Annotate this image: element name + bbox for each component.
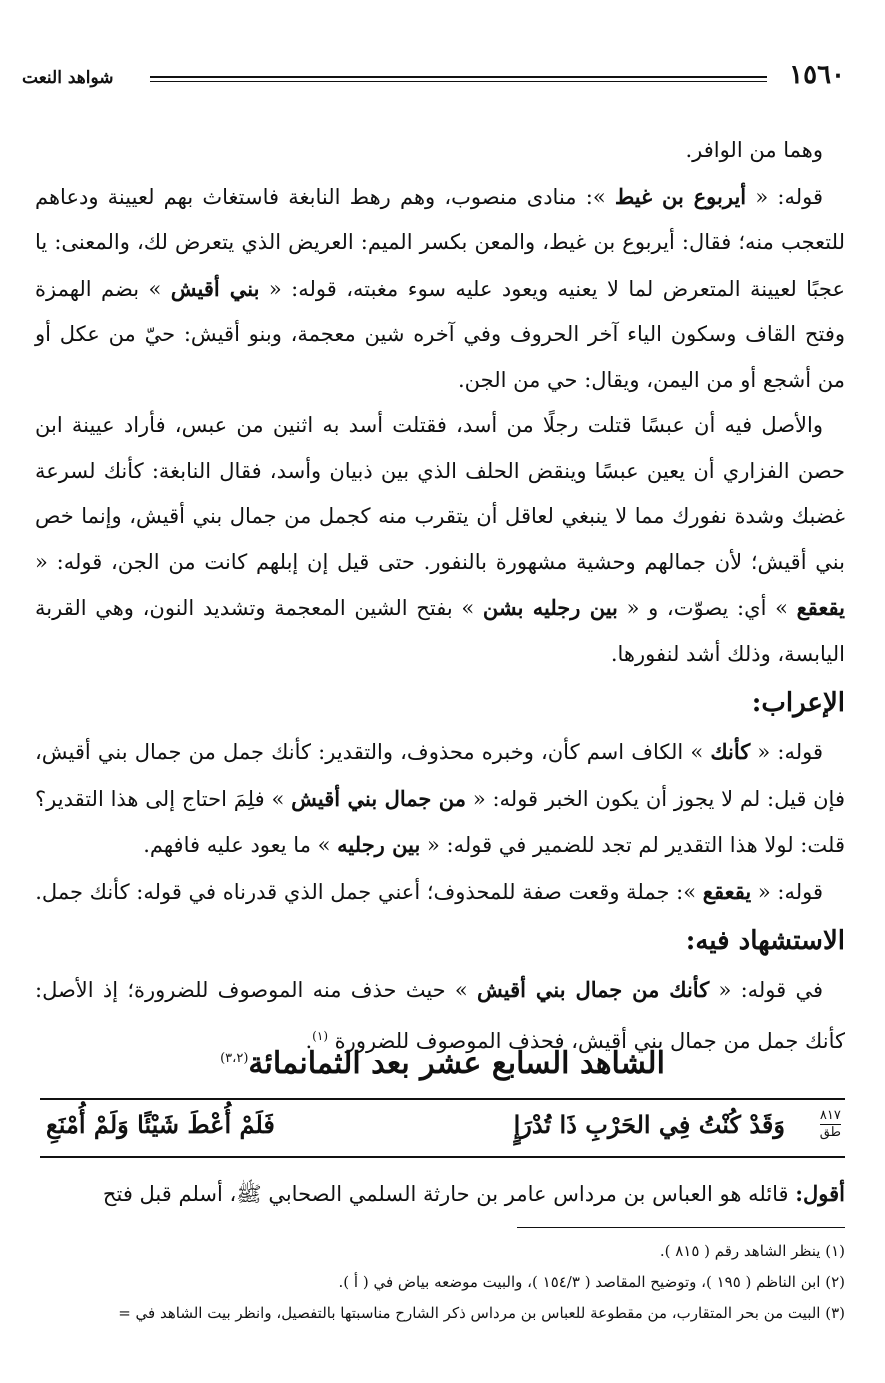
quoted-term: كأنك من جمال بني أقيش <box>477 977 710 1002</box>
paragraph-commentary-1: قوله: « أيربوع بن غيط »: منادى منصوب، وهم رهط النابغة فاستغاث بهم لعيينة ودعاهم للتعجب منه؛ فقال: أيربوع بن غيط، والمعن بكسر الميم: العريض الذي يتعرض لك، والمعنى: يا عجبًا لعيينة المتعرض لما لا يعنيه ويعود عليه سوء مغبته، قوله: « بني أقيش » بضم الهمزة وفتح القاف وسكون الياء آخر الحروف وفي آخره شين معجمة، وبنو أقيش: حيّ من عكل أو من أشجع أو من اليمن، ويقال: حي من الجن. <box>35 183 845 392</box>
footnote-ref: (٣،٢) <box>220 1051 249 1066</box>
main-text <box>35 128 845 1064</box>
running-title: شواهد النعت <box>22 68 114 88</box>
verse-number: ٨١٧ طق <box>819 1108 841 1140</box>
quoted-term: بين رجليه بشن <box>482 595 618 620</box>
paragraph-irab-1: قوله: « كأنك » الكاف اسم كأن، وخبره محذوف، والتقدير: كأنك جمل من جمال بني أقيش، فإن قيل: لم لا يجوز أن يكون الخبر قوله: « من جمال بني أقيش » فلِمَ احتاج إلى هذا التقدير؟ قلت: لولا هذا التقدير لم تجد للضمير في قوله: « بين رجليه » ما يعود عليه فافهم. <box>35 739 845 857</box>
footnotes <box>25 1236 845 1329</box>
footnote-3: (٣) البيت من بحر المتقارب، من مقطوعة للعباس بن مرداس ذكر الشارح مناسبتها بالتفصيل، وانظر بيت الشاهد في = <box>118 1304 845 1322</box>
verse-hemistich-first: وَقَدْ كُنْتُ فِي الحَرْبِ ذَا تُدْرَإٍ <box>513 1110 785 1139</box>
verse-hemistich-second: فَلَمْ أُعْطَ شَيْئًا وَلَمْ أُمْنَعِ <box>46 1110 275 1139</box>
quoted-term: أيربوع بن غيط <box>614 183 747 209</box>
section-heading-irab: الإعراب: <box>751 688 845 718</box>
header-rule <box>150 76 767 82</box>
attribution-label: أقول: <box>795 1181 845 1206</box>
footnote-1: (١) ينظر الشاهد رقم ( ٨١٥ ). <box>659 1242 845 1260</box>
paragraph-attribution: أقول: قائله هو العباس بن مرداس عامر بن حارثة السلمي الصحابي ﷺ، أسلم قبل فتح <box>102 1181 845 1206</box>
verse-band <box>40 1098 845 1158</box>
section-heading-istishhad: الاستشهاد فيه: <box>685 926 845 956</box>
witness-title: الشاهد السابع عشر بعد الثمانمائة$^{(٣،٢)}$ <box>220 1046 665 1081</box>
quoted-term: بين رجليه <box>337 832 421 857</box>
quoted-term: بني أقيش <box>170 275 260 301</box>
quoted-term: يقعقع <box>702 878 752 904</box>
paragraph-istishhad: في قوله: « كأنك من جمال بني أقيش » حيث حذف منه الموصوف للضرورة؛ إذ الأصل: كأنك جمل من جمال بني أقيش، فحذف الموصوف للضرورة $^{(١)}$. <box>35 977 845 1053</box>
footnote-2: (٢) ابن الناظم ( ١٩٥ )، وتوضيح المقاصد ( ١٥٤/٣ )، والبيت موضعه بياض في ( أ ). <box>338 1273 845 1291</box>
footnote-divider <box>517 1227 845 1228</box>
paragraph-irab-2: قوله: « يقعقع »: جملة وقعت صفة للمحذوف؛ أعني جمل الذي قدرناه في قوله: كأنك جمل. <box>35 878 823 904</box>
paragraph-commentary-2: والأصل فيه أن عبسًا قتلت رجلًا من أسد، فقتلت أسد به اثنين من عبس، فأراد عيينة ابن حصن الفزاري أن يعين عبسًا وينقض الحلف الذي بين ذبيان وأسد، فقال النابغة: كأنك لسرعة غضبك وشدة نفورك مما لا ينبغي لعاقل أن يتقرب منه كجمل من جمال بني أقيش، وإنما خص بني أقيش؛ لأن جمالهم وحشية مشهورة بالنفور. حتى قيل إن إبلهم كانت من الجن، قوله: « يقعقع » أي: يصوّت، و « بين رجليه بشن » بفتح الشين المعجمة وتشديد النون، وهي القربة اليابسة، وذلك أشد لنفورها. <box>35 413 846 666</box>
meter-abbreviation: طق <box>819 1125 841 1140</box>
paragraph-meter: وهما من الوافر. <box>685 138 823 162</box>
quoted-term: من جمال بني أقيش <box>291 785 467 811</box>
page-number: ١٥٦٠ <box>789 60 845 90</box>
page-header <box>22 58 845 98</box>
quoted-term: كأنك <box>710 739 751 764</box>
quoted-term: يقعقع <box>796 595 846 620</box>
footnote-ref: (١) <box>312 1028 328 1043</box>
